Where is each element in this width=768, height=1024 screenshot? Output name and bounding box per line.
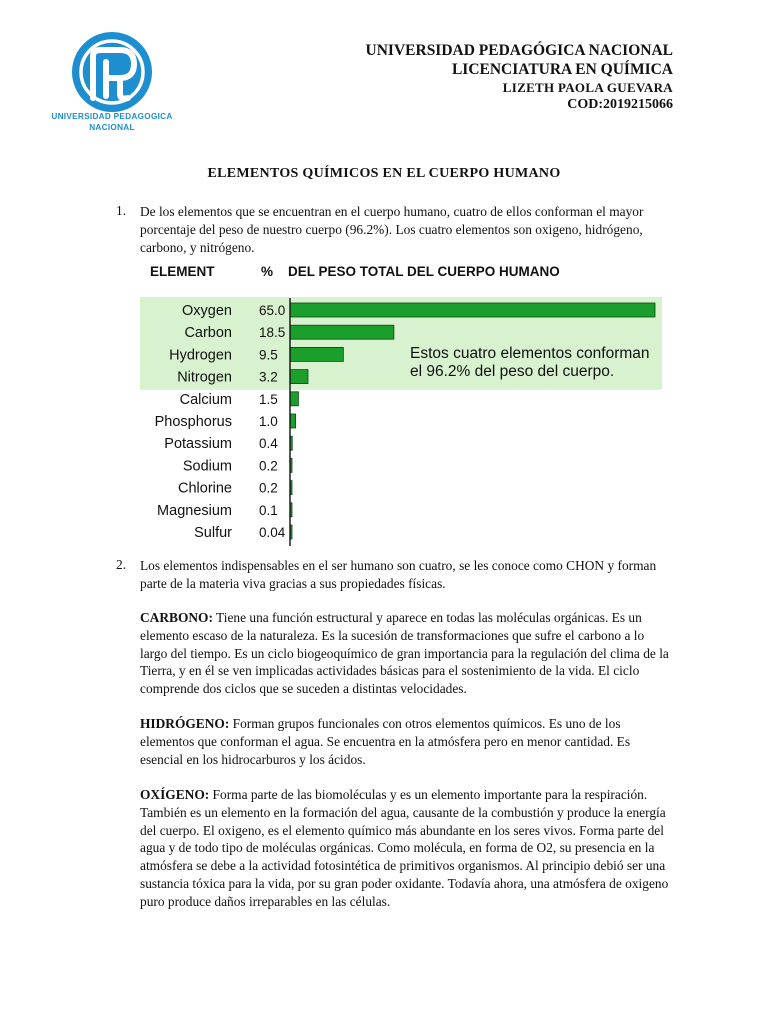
paragraph-1: De los elementos que se encuentran en el cuerpo humano, cuatro de ellos conforman el mayor porcentaje del peso de nuestro cuerpo (96.2%). Los cuatro elementos son oxigeno, hidrógeno, carbono, y nitrógeno. <box>140 204 644 255</box>
chart-bar <box>290 392 298 406</box>
program-name: LICENCIATURA EN QUÍMICA <box>451 60 673 78</box>
chart-category-label: Hydrogen <box>169 347 232 364</box>
element-chart <box>140 258 670 550</box>
section-label: CARBONO: <box>140 610 213 625</box>
chart-value-label: 1.5 <box>259 391 278 407</box>
section-text: Forman grupos funcionales con otros elementos químicos. Es uno de los elementos que conforman el agua. Se encuentra en la atmósfera pero en menor cantidad. Es esencial en los hidrocarburos y los ácidos. <box>140 716 631 767</box>
chart-header-element: ELEMENT <box>150 264 215 279</box>
chart-category-label: Potassium <box>164 436 232 453</box>
chart-value-label: 0.1 <box>259 502 278 518</box>
chart-bar <box>290 370 308 384</box>
chart-bar <box>290 325 394 339</box>
section-text: Forma parte de las biomoléculas y es un elemento importante para la respiración. También es un elemento en la formación del agua, causante de la combustión y produce la energía del cuerpo. El oxigeno, es el elemento químico más abundante en los seres vivos. Forma parte del agua y de todo tipo de moléculas orgánicas. Como molécula, en forma de O2, su presencia en la atmósfera se debe a la actividad fotosintética de primitivos organismos. Al principio debió ser una sustancia tóxica para la vida, por su gran poder oxidante. Todavía ahora, una atmósfera de oxigeno puro produce daños irreparables en las células. <box>140 787 669 909</box>
chart-category-label: Sulfur <box>194 525 232 541</box>
chart-category-label: Magnesium <box>157 502 232 519</box>
document-title: ELEMENTOS QUÍMICOS EN EL CUERPO HUMANO <box>207 166 561 181</box>
chart-value-label: 18.5 <box>259 325 286 341</box>
chart-value-label: 0.2 <box>259 480 278 496</box>
item-number: 1. <box>116 203 127 218</box>
chart-category-label: Carbon <box>184 325 232 342</box>
student-name: LIZETH PAOLA GUEVARA <box>502 80 673 95</box>
chart-value-label: 65.0 <box>259 303 286 318</box>
section-carbono <box>140 609 672 698</box>
section-label: HIDRÓGENO: <box>140 716 230 731</box>
chart-value-label: 9.5 <box>259 347 278 363</box>
chart-value-label: 0.2 <box>259 458 278 474</box>
chart-category-label: Nitrogen <box>177 369 232 386</box>
chart-value-label: 1.0 <box>259 414 278 429</box>
university-name: UNIVERSIDAD PEDAGÓGICA NACIONAL <box>365 42 673 59</box>
section-text: Tiene una función estructural y aparece en todas las moléculas orgánicas. Es un elemento escaso de la naturaleza. Es la sucesión de transformaciones que sufre el carbono a lo largo del tiempo. Es un ciclo biogeoquímico de gran importancia para la regulación del clima de la Tierra, y en él se ven implicadas actividades básicas para el sostenimiento de la vida. El ciclo comprende dos ciclos que se suceden a distintas velocidades. <box>140 610 669 697</box>
chart-bar <box>290 414 296 428</box>
chart-category-label: Phosphorus <box>154 414 232 430</box>
chart-header-title: DEL PESO TOTAL DEL CUERPO HUMANO <box>288 264 560 279</box>
document-header <box>366 42 673 113</box>
chart-value-label: 3.2 <box>259 369 278 385</box>
section-label: OXÍGENO: <box>140 787 210 802</box>
chart-annotation-line1: Estos cuatro elementos conforman <box>410 345 650 362</box>
chart-category-label: Calcium <box>179 391 232 408</box>
chart-category-label: Chlorine <box>178 480 232 497</box>
chart-category-label: Oxygen <box>182 303 232 319</box>
chart-value-label: 0.04 <box>259 525 286 540</box>
paragraph-2: Los elementos indispensables en el ser humano son cuatro, se les conoce como CHON y forman parte de la materia viva gracias a sus propiedades físicas. <box>140 558 657 591</box>
chart-annotation-line2: el 96.2% del peso del cuerpo. <box>410 363 615 380</box>
chart-bar <box>290 347 343 361</box>
section-hidrogeno <box>140 715 672 768</box>
item-number: 2. <box>116 557 127 572</box>
chart-value-label: 0.4 <box>259 436 278 452</box>
chart-header-percent: % <box>261 264 274 279</box>
chart-bar <box>290 303 655 317</box>
student-code: COD:2019215066 <box>567 97 673 112</box>
chart-category-label: Sodium <box>182 458 232 475</box>
chart-svg <box>140 258 670 550</box>
section-oxigeno <box>140 786 672 911</box>
logo-text: UNIVERSIDAD PEDAGOGICA NACIONAL <box>51 112 173 132</box>
